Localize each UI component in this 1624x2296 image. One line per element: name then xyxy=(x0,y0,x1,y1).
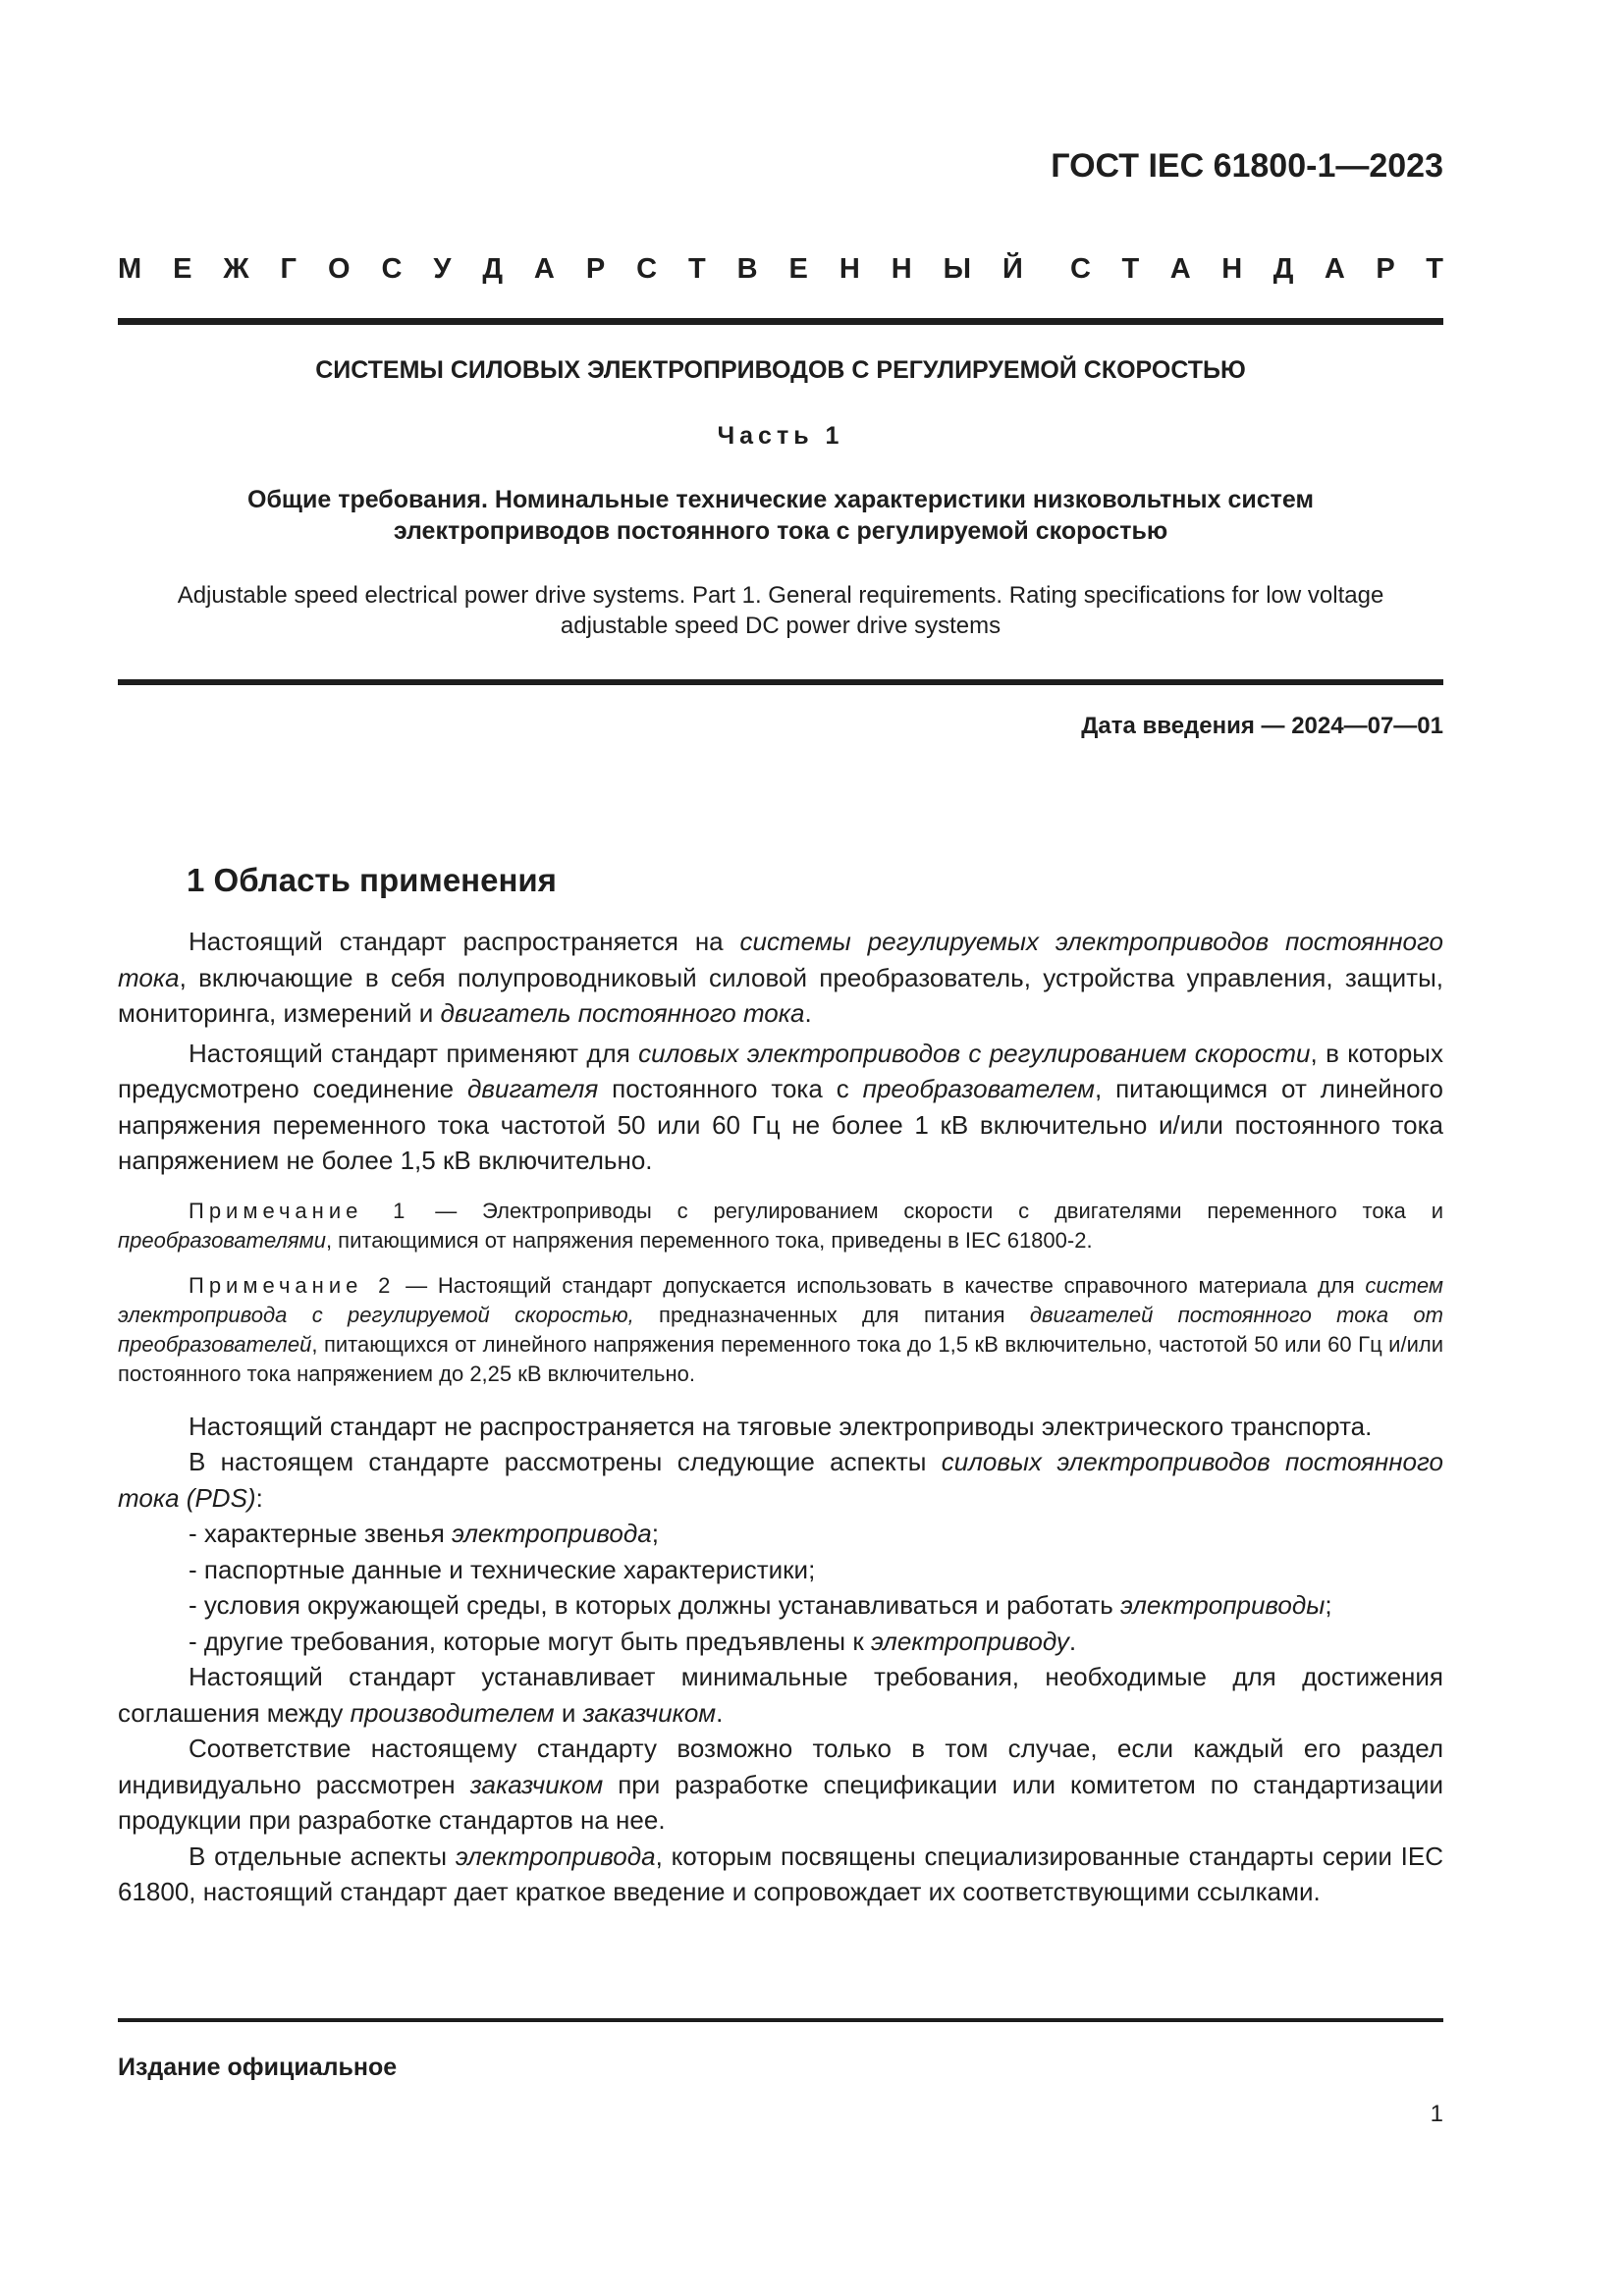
footer-rule xyxy=(118,2018,1443,2022)
list-item: - другие требования, которые могут быть предъявлены к электроприводу. xyxy=(189,1626,1077,1656)
heading-letter: Р xyxy=(1376,253,1395,285)
heading-letter: С xyxy=(381,253,403,285)
header-rule xyxy=(118,318,1443,325)
heading-letter: Т xyxy=(1121,253,1140,285)
english-title xyxy=(118,580,1443,641)
heading-letter: Т xyxy=(1426,253,1443,285)
heading-letter: С xyxy=(1070,253,1091,285)
title-rule xyxy=(118,679,1443,685)
part-label: Часть 1 xyxy=(717,422,844,450)
heading-letter: М xyxy=(118,253,142,285)
paragraph: Настоящий стандарт не распространяется на тяговые электроприводы электрического транспорта. xyxy=(189,1411,1373,1441)
document-title: СИСТЕМЫ СИЛОВЫХ ЭЛЕКТРОПРИВОДОВ С РЕГУЛИРУЕМОЙ СКОРОСТЬЮ xyxy=(315,356,1246,384)
subtitle-line: Общие требования. Номинальные технические характеристики низковольтных систем xyxy=(247,486,1314,513)
paragraph: Настоящий стандарт применяют для силовых электроприводов с регулированием скорости, в которых предусмотрено соединение двигателя постоянного тока с преобразователем, питающимся от линейного напряжения переменного тока частотой 50 или 60 Гц не более 1 кВ включительно и/или постоянного тока напряжением не более 1,5 кВ включительно. xyxy=(118,1038,1443,1175)
heading-letter: Р xyxy=(585,253,606,285)
list-item: - характерные звенья электропривода; xyxy=(189,1519,659,1548)
heading-letter: А xyxy=(1169,253,1191,285)
heading-letter: С xyxy=(636,253,658,285)
heading-letter: О xyxy=(327,253,351,285)
paragraph: Настоящий стандарт устанавливает минимальные требования, необходимые для достижения соглашения между производителем и заказчиком. xyxy=(118,1662,1443,1728)
heading-letter: Е xyxy=(788,253,808,285)
note-label: Примечание 1 xyxy=(189,1198,410,1223)
heading-letter: А xyxy=(533,253,555,285)
paragraph: Соответствие настоящему стандарту возможно только в том случае, если каждый его раздел индивидуально рассмотрен заказчиком при разработке спецификации или комитетом по стандартизации продукции при разработке стандартов на нее. xyxy=(118,1734,1444,1835)
official-edition-label: Издание официальное xyxy=(118,2054,398,2081)
heading-letter: Ж xyxy=(223,253,249,285)
note-label: Примечание 2 xyxy=(189,1272,396,1298)
paragraph: В настоящем стандарте рассмотрены следующие аспекты силовых электроприводов постоянного тока (PDS): xyxy=(118,1447,1443,1513)
english-title-line: Adjustable speed electrical power drive systems. Part 1. General requirements. Rating specifications for low voltage xyxy=(177,582,1384,609)
heading-letter: Н xyxy=(891,253,912,285)
introduction-date: Дата введения — 2024—07—01 xyxy=(1081,713,1443,739)
paragraph: Настоящий стандарт распространяется на системы регулируемых электроприводов постоянного тока, включающие в себя полупроводниковый силовой преобразователь, устройства управления, защиты, мониторинга, измерений и двигатель постоянного тока. xyxy=(118,927,1443,1028)
note-1: Примечание 1 — Электроприводы с регулированием скорости с двигателями переменного тока и преобразователями, питающимися от напряжения переменного тока, приведены в IEC 61800-2. xyxy=(118,1198,1444,1253)
subtitle-line: электроприводов постоянного тока с регулируемой скоростью xyxy=(393,517,1168,545)
heading-letter: У xyxy=(433,253,452,285)
heading-letter: Д xyxy=(1272,253,1294,285)
heading-letter: Е xyxy=(173,253,192,285)
list-item: - паспортные данные и технические характеристики; xyxy=(189,1554,816,1584)
document-subtitle xyxy=(118,484,1443,547)
heading-word-standard xyxy=(1070,253,1443,293)
list-item: - условия окружающей среды, в которых должны устанавливаться и работать электроприводы; xyxy=(189,1590,1332,1620)
heading-letter: Н xyxy=(839,253,860,285)
english-title-line: adjustable speed DC power drive systems xyxy=(560,613,1001,639)
heading-letter: Г xyxy=(280,253,297,285)
section-body xyxy=(118,924,1443,1910)
section-title: 1 Область применения xyxy=(187,862,557,898)
standard-designation: ГОСТ IEC 61800-1—2023 xyxy=(1051,147,1443,185)
standard-type-heading xyxy=(118,253,1443,293)
heading-letter: В xyxy=(736,253,758,285)
heading-letter: Н xyxy=(1221,253,1243,285)
note-2: Примечание 2 — Настоящий стандарт допускается использовать в качестве справочного материала для систем электропривода с регулируемой скоростью, предназначенных для питания двигателей постоянного тока от преобразователей, питающихся от линейного напряжения переменного тока до 1,5 кВ включительно, частотой 50 или 60 Гц и/или постоянного тока напряжением до 2,25 кВ включительно. xyxy=(118,1272,1444,1386)
heading-letter: Д xyxy=(482,253,503,285)
heading-letter: А xyxy=(1324,253,1345,285)
page-number: 1 xyxy=(1430,2101,1443,2127)
paragraph: В отдельные аспекты электропривода, которым посвящены специализированные стандарты серии IEC 61800, настоящий стандарт дает краткое введение и сопровождает их соответствующими ссылками. xyxy=(118,1841,1444,1906)
heading-letter: Ы xyxy=(943,253,971,285)
heading-letter: Й xyxy=(1001,253,1023,285)
heading-word-interstate xyxy=(118,253,1023,293)
heading-letter: Т xyxy=(687,253,706,285)
